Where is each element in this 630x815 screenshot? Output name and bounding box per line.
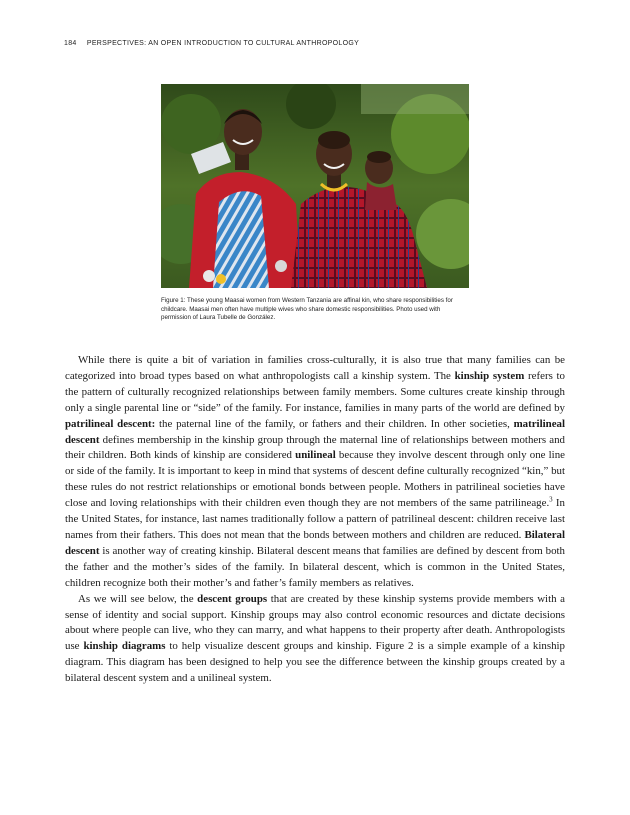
paragraph-descent-groups <box>65 592 565 687</box>
figure-caption: Figure 1: These young Maasai women from Western Tanzania are affinal kin, who share responsibilities for childcare. Maasai men often have multiple wives who share domestic responsibilities. Photo used with permission of Laura Tubelle de González. <box>161 297 453 322</box>
text-span: because they involve descent through only one line or side of the family. It is important to keep in mind that systems of descent define culturally recognized “kin,” but these rules do not restrict relationships or emotional bonds between people. Mothers in patrilineal societies have close and loving relationships with their children even though they are not members of the same patrilineage. <box>65 449 565 510</box>
term-descent-groups: descent groups <box>197 592 268 605</box>
page-number: 184 <box>64 40 77 47</box>
text-span: While there is quite a bit of variation in families cross-culturally, it is also true that many families can be categorized into broad types based on what anthropologists call a kinship system. The <box>65 354 565 382</box>
term-patrilineal-descent: patrilineal descent: <box>65 417 156 430</box>
text-span: is another way of creating kinship. Bilateral descent means that families are defined by descent from both the father and the mother’s sides of the family. In bilateral descent, which is common in the United States, children recognize both their mother’s and father’s family members as relatives. <box>65 544 565 589</box>
text-span: In the United States, for instance, last names traditionally follow a pattern of patrilineal descent: children receive last names from their fathers. This does not mean that the bonds between mothers and children are reduced. <box>65 497 565 541</box>
running-title: PERSPECTIVES: AN OPEN INTRODUCTION TO CULTURAL ANTHROPOLOGY <box>86 40 360 47</box>
photo-illustration <box>161 84 469 288</box>
term-kinship-diagrams: kinship diagrams <box>83 640 166 653</box>
text-span: As we will see below, the <box>78 592 198 605</box>
term-bilateral-descent: Bilateral descent <box>65 528 565 557</box>
term-unilineal: unilineal <box>295 449 336 462</box>
footnote-ref[interactable]: 3 <box>549 495 553 504</box>
text-span: to help visualize descent groups and kinship. Figure 2 is a simple example of a kinship diagram. This diagram has been designed to help you see the difference between the kinship groups created by a bilateral descent system and a unilineal system. <box>65 640 565 685</box>
body-text <box>65 353 565 687</box>
text-span: the paternal line of the family, or fathers and their children. In other societies, <box>155 417 514 430</box>
maasai-women-photo <box>161 84 469 288</box>
term-matrilineal-descent: matrilineal descent <box>65 417 565 446</box>
text-span: refers to the pattern of culturally recognized relationships between family members. Some cultures create kinship through only a single parental line or “side” of the family. For instance, families in many parts of the world are defined by <box>65 369 566 414</box>
text-span: defines membership in the kinship group through the maternal line of relationships between mothers and their children. Both kinds of kinship are considered <box>65 433 565 462</box>
text-span: that are created by these kinship systems provide members with a sense of identity and social support. Kinship groups may also control economic resources and dictate decisions about where people can live, who they can marry, and what happens to their property after death. Anthropologists use <box>65 592 565 653</box>
term-kinship-system: kinship system <box>454 369 525 382</box>
paragraph-kinship-systems <box>65 353 565 592</box>
running-header <box>64 40 359 47</box>
